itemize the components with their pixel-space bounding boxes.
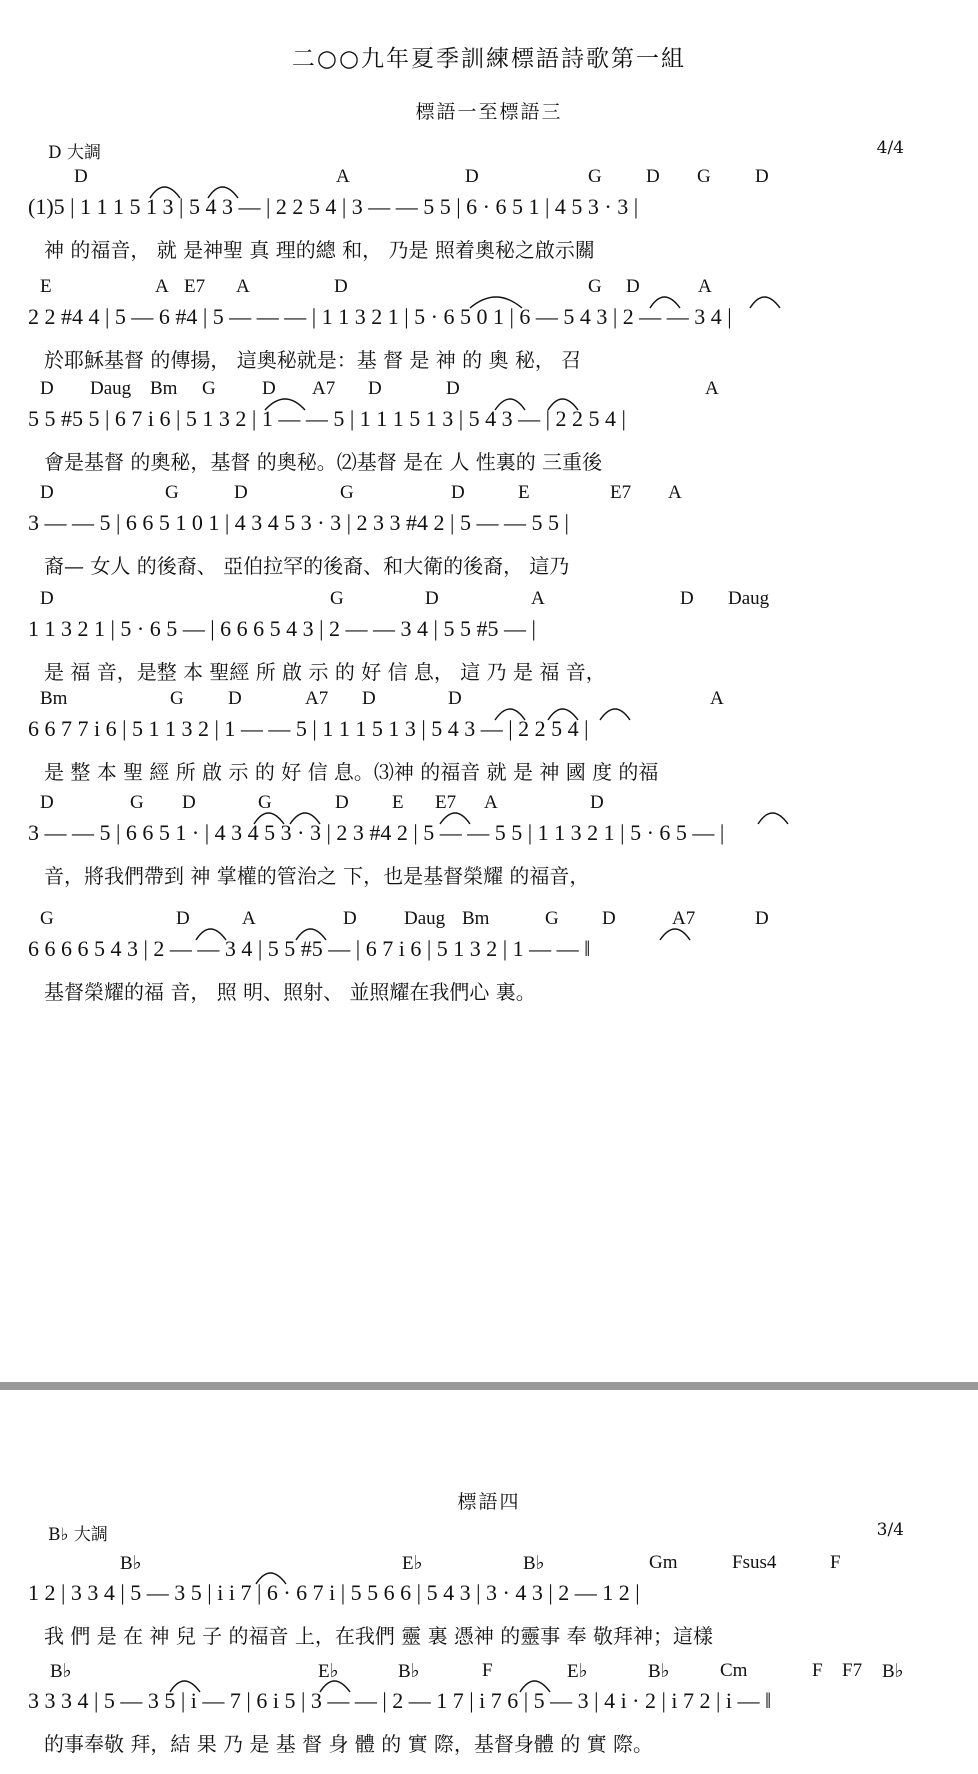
- chord-symbol: D: [465, 166, 479, 187]
- chord-symbol: D: [335, 792, 349, 813]
- chord-line: [0, 1660, 978, 1682]
- chord-symbol: E♭: [318, 1661, 339, 1682]
- chord-symbol: B♭: [648, 1661, 670, 1682]
- chord-symbol: E7: [610, 482, 632, 503]
- chord-line: [0, 688, 978, 710]
- chord-line: [0, 588, 978, 610]
- score-system: [0, 908, 978, 1018]
- chord-symbol: A7: [305, 688, 329, 709]
- chord-symbol: D: [40, 792, 54, 813]
- lyrics-line: 我 們 是 在 神 兒 子 的福音 上，在我們 靈 裏 憑神 的靈事 奉 敬拜神；這樣: [44, 1623, 714, 1648]
- chord-symbol: D: [362, 688, 376, 709]
- score-system: [0, 276, 978, 386]
- chord-symbol: D: [262, 378, 276, 399]
- score-system: [0, 378, 978, 488]
- chord-symbol: B♭: [523, 1553, 545, 1574]
- chord-symbol: D: [343, 908, 357, 929]
- chord-symbol: D: [40, 378, 54, 399]
- chord-symbol: D: [234, 482, 248, 503]
- chord-symbol: D: [451, 482, 465, 503]
- chord-symbol: G: [40, 908, 54, 929]
- chord-symbol: Gm: [649, 1552, 678, 1573]
- chord-symbol: Bm: [150, 378, 178, 399]
- chord-symbol: E♭: [402, 1553, 423, 1574]
- chord-symbol: B♭: [882, 1661, 904, 1682]
- chord-symbol: Daug: [404, 908, 446, 929]
- chord-symbol: A: [698, 276, 712, 297]
- lyrics-line: 音，將我們帶到 神 掌權的管治之 下，也是基督榮耀 的福音，: [44, 863, 590, 888]
- chord-symbol: F7: [842, 1660, 863, 1681]
- chord-symbol: A: [705, 378, 719, 399]
- chord-symbol: Daug: [90, 378, 132, 399]
- key-signature: B♭ 大調: [48, 1525, 108, 1545]
- notation-line: 1 1 3 2 1 | 5 · 6 5 — | 6 6 6 5 4 3 | 2 — — 3 4 | 5 5 #5 — |: [28, 616, 536, 641]
- chord-symbol: D: [334, 276, 348, 297]
- chord-symbol: D: [755, 908, 769, 929]
- chord-symbol: G: [330, 588, 344, 609]
- chord-symbol: D: [755, 166, 769, 187]
- score-system: [0, 588, 978, 698]
- section-subtitle: 標語四: [457, 1491, 521, 1513]
- page-divider: [0, 1382, 978, 1390]
- chord-symbol: F: [812, 1660, 823, 1681]
- notation-line: 6 6 7 7 i 6 | 5 1 1 3 2 | 1 — — 5 | 1 1 1 5 1 3 | 5 4 3 — | 2 2 5 4 |: [28, 716, 589, 741]
- lyrics-line: 會是基督 的奧秘，基督 的奧秘。⑵基督 是在 人 性裏的 三重後: [44, 449, 603, 474]
- chord-symbol: D: [590, 792, 604, 813]
- chord-symbol: F: [482, 1660, 493, 1681]
- notation-line: 3 — — 5 | 6 6 5 1 · | 4 3 4 5 3 · 3 | 2 3 #4 2 | 5 — — 5 5 | 1 1 3 2 1 | 5 · 6 5 — |: [28, 820, 725, 845]
- chord-symbol: A: [336, 166, 350, 187]
- score-system: [0, 792, 978, 902]
- chord-symbol: B♭: [120, 1553, 142, 1574]
- chord-symbol: Bm: [462, 908, 490, 929]
- chord-line: [0, 482, 978, 504]
- chord-symbol: Daug: [728, 588, 770, 609]
- lyrics-line: 的事奉敬 拜，結 果 乃 是 基 督 身 體 的 實 際，基督身體 的 實 際。: [44, 1731, 654, 1756]
- chord-symbol: A: [484, 792, 498, 813]
- chord-symbol: A: [236, 276, 250, 297]
- chord-symbol: D: [425, 588, 439, 609]
- chord-symbol: G: [130, 792, 144, 813]
- score-system: [0, 1660, 978, 1770]
- notation-line: 6 6 6 6 5 4 3 | 2 — — 3 4 | 5 5 #5 — | 6 7 i 6 | 5 1 3 2 | 1 — — ‖: [28, 936, 591, 961]
- notation-line: 2 2 #4 4 | 5 — 6 #4 | 5 — — — | 1 1 3 2 1 | 5 · 6 5 0 1 | 6 — 5 4 3 | 2 — — 3 4 |: [28, 304, 732, 329]
- chord-line: [0, 792, 978, 814]
- chord-symbol: Cm: [720, 1660, 748, 1681]
- score-system: [0, 688, 978, 798]
- chord-line: [0, 276, 978, 298]
- score-system: [0, 1552, 978, 1662]
- chord-symbol: E: [40, 276, 52, 297]
- chord-symbol: D: [448, 688, 462, 709]
- chord-symbol: G: [588, 166, 602, 187]
- chord-symbol: B♭: [398, 1661, 420, 1682]
- chord-symbol: D: [646, 166, 660, 187]
- chord-symbol: F: [830, 1552, 841, 1573]
- chord-symbol: E7: [435, 792, 457, 813]
- chord-symbol: Fsus4: [732, 1552, 777, 1573]
- page-subtitle: 標語一至標語三: [415, 101, 563, 123]
- chord-symbol: A: [668, 482, 682, 503]
- key-signature: D 大調: [48, 143, 102, 163]
- chord-symbol: D: [446, 378, 460, 399]
- chord-symbol: A7: [672, 908, 696, 929]
- chord-symbol: G: [545, 908, 559, 929]
- chord-symbol: D: [40, 588, 54, 609]
- chord-symbol: B♭: [50, 1661, 72, 1682]
- chord-symbol: D: [182, 792, 196, 813]
- notation-line: 3 3 3 4 | 5 — 3 5 | i — 7 | 6 i 5 | 3 — — | 2 — 1 7 | i 7 6 | 5 — 3 | 4 i · 2 | i 7 2 | i — ‖: [28, 1688, 772, 1713]
- chord-symbol: E: [392, 792, 404, 813]
- chord-line: [0, 908, 978, 930]
- time-signature: 4/4: [876, 138, 904, 158]
- chord-symbol: G: [340, 482, 354, 503]
- chord-symbol: G: [588, 276, 602, 297]
- chord-line: [0, 378, 978, 400]
- score-system: [0, 482, 978, 592]
- score-system: [0, 166, 978, 276]
- chord-symbol: G: [202, 378, 216, 399]
- chord-symbol: D: [176, 908, 190, 929]
- chord-symbol: A: [155, 276, 169, 297]
- chord-symbol: D: [228, 688, 242, 709]
- chord-symbol: A7: [312, 378, 336, 399]
- chord-symbol: D: [602, 908, 616, 929]
- lyrics-line: 是 整 本 聖 經 所 啟 示 的 好 信 息。⑶神 的福音 就 是 神 國 度 的福: [44, 759, 659, 784]
- notation-line: 5 5 #5 5 | 6 7 i 6 | 5 1 3 2 | 1 — — 5 | 1 1 1 5 1 3 | 5 4 3 — | 2 2 5 4 |: [28, 406, 626, 431]
- chord-symbol: G: [697, 166, 711, 187]
- page-title: 二○○九年夏季訓練標語詩歌第一組: [291, 46, 687, 72]
- lyrics-line: 裔— 女人 的後裔、 亞伯拉罕的後裔、和大衛的後裔， 這乃: [44, 553, 570, 578]
- chord-symbol: Bm: [40, 688, 68, 709]
- chord-symbol: G: [170, 688, 184, 709]
- chord-symbol: E♭: [567, 1661, 588, 1682]
- chord-symbol: A: [710, 688, 724, 709]
- lyrics-line: 是 福 音，是整 本 聖經 所 啟 示 的 好 信 息， 這 乃 是 福 音，: [44, 659, 606, 684]
- chord-symbol: D: [74, 166, 88, 187]
- notation-line: (1)5 | 1 1 1 5 1 3 | 5 4 3 — | 2 2 5 4 | 3 — — 5 5 | 6 · 6 5 1 | 4 5 3 · 3 |: [28, 194, 639, 219]
- chord-line: [0, 166, 978, 188]
- chord-symbol: D: [368, 378, 382, 399]
- lyrics-line: 於耶穌基督 的傳揚， 這奧秘就是：基 督 是 神 的 奧 秘， 召: [44, 347, 582, 372]
- time-signature: 3/4: [876, 1520, 904, 1540]
- chord-symbol: E: [518, 482, 530, 503]
- chord-symbol: G: [258, 792, 272, 813]
- chord-symbol: D: [40, 482, 54, 503]
- chord-symbol: E7: [184, 276, 206, 297]
- chord-line: [0, 1552, 978, 1574]
- lyrics-line: 基督榮耀的福 音， 照 明、照射、 並照耀在我們心 裏。: [44, 979, 536, 1004]
- chord-symbol: D: [626, 276, 640, 297]
- notation-line: 1 2 | 3 3 4 | 5 — 3 5 | i i 7 | 6 · 6 7 i | 5 5 6 6 | 5 4 3 | 3 · 4 3 | 2 — 1 2 |: [28, 1580, 640, 1605]
- chord-symbol: A: [242, 908, 256, 929]
- chord-symbol: D: [680, 588, 694, 609]
- chord-symbol: G: [165, 482, 179, 503]
- notation-line: 3 — — 5 | 6 6 5 1 0 1 | 4 3 4 5 3 · 3 | 2 3 3 #4 2 | 5 — — 5 5 |: [28, 510, 569, 535]
- lyrics-line: 神 的福音， 就 是神聖 真 理的總 和， 乃是 照着奧秘之啟示關: [44, 237, 595, 262]
- chord-symbol: A: [531, 588, 545, 609]
